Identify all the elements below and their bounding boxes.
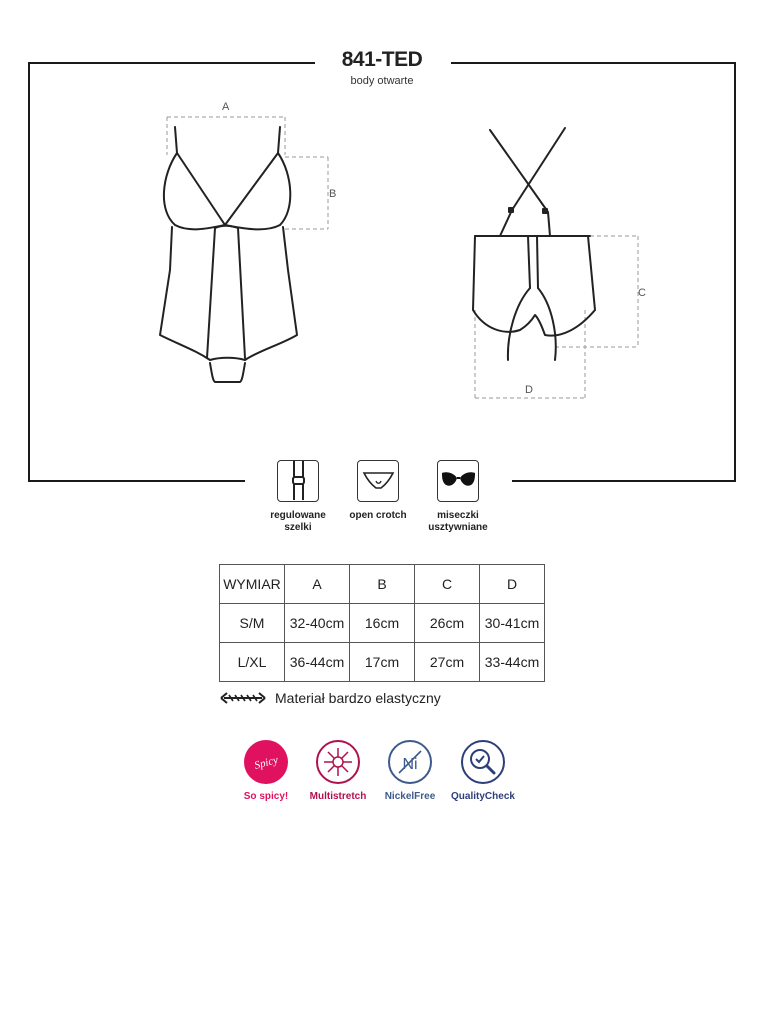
table-cell: 16cm (350, 604, 415, 643)
nickel-free-icon-text: Ni (402, 756, 418, 773)
frame-line (28, 480, 245, 482)
spicy-icon-text: Spicy (253, 754, 280, 772)
nickel-free-icon (388, 740, 432, 784)
multistretch-icon (316, 740, 360, 784)
table-header-cell: D (480, 565, 545, 604)
feature-label: regulowane (270, 510, 326, 521)
feature-label: miseczki (437, 510, 479, 521)
stretch-arrows-icon (219, 692, 267, 704)
table-cell: 33-44cm (480, 643, 545, 682)
spicy-icon (244, 740, 288, 784)
frame-line (28, 62, 30, 482)
adjustable-straps-icon (277, 460, 319, 502)
quality-check-icon (461, 740, 505, 784)
product-subtitle: body otwarte (350, 75, 414, 87)
open-crotch-icon (357, 460, 399, 502)
feature-padded-cups (403, 460, 513, 534)
table-cell: 30-41cm (480, 604, 545, 643)
badge-nickel-free (368, 740, 452, 802)
material-note (219, 688, 441, 708)
dimension-b-label: B (329, 188, 337, 200)
frame-line (512, 480, 736, 482)
frame-line (451, 62, 736, 64)
dimension-d (475, 310, 585, 398)
padded-cups-icon (437, 460, 479, 502)
badge-quality-check (441, 740, 525, 802)
size-table (219, 564, 545, 682)
frame-line (734, 62, 736, 482)
table-cell: 27cm (415, 643, 480, 682)
table-cell: 36-44cm (285, 643, 350, 682)
feature-label: usztywniane (428, 522, 488, 533)
table-header-cell: C (415, 565, 480, 604)
badge-label: Multistretch (309, 791, 367, 802)
dimension-c-label: C (638, 287, 646, 299)
table-cell: 32-40cm (285, 604, 350, 643)
dimension-a (167, 101, 285, 155)
dimension-b (285, 157, 336, 229)
table-header-row (220, 565, 545, 604)
table-cell: 26cm (415, 604, 480, 643)
front-view-drawing (150, 95, 340, 390)
badge-label: NickelFree (384, 791, 436, 802)
feature-label: open crotch (349, 510, 407, 521)
table-cell: L/XL (220, 643, 285, 682)
feature-label: szelki (284, 522, 312, 533)
table-cell: 17cm (350, 643, 415, 682)
table-header-cell: B (350, 565, 415, 604)
product-title: 841-TED (341, 48, 423, 71)
frame-line (28, 62, 315, 64)
table-row (220, 604, 545, 643)
table-cell: S/M (220, 604, 285, 643)
dimension-d-label: D (525, 384, 533, 396)
badge-label: So spicy! (243, 791, 289, 802)
badge-label: QualityCheck (451, 791, 515, 802)
material-note-text: Materiał bardzo elastyczny (275, 690, 441, 706)
back-view-drawing (460, 120, 660, 405)
table-row (220, 643, 545, 682)
table-header-cell: WYMIAR (220, 565, 285, 604)
dimension-a-label: A (222, 101, 230, 113)
table-header-cell: A (285, 565, 350, 604)
